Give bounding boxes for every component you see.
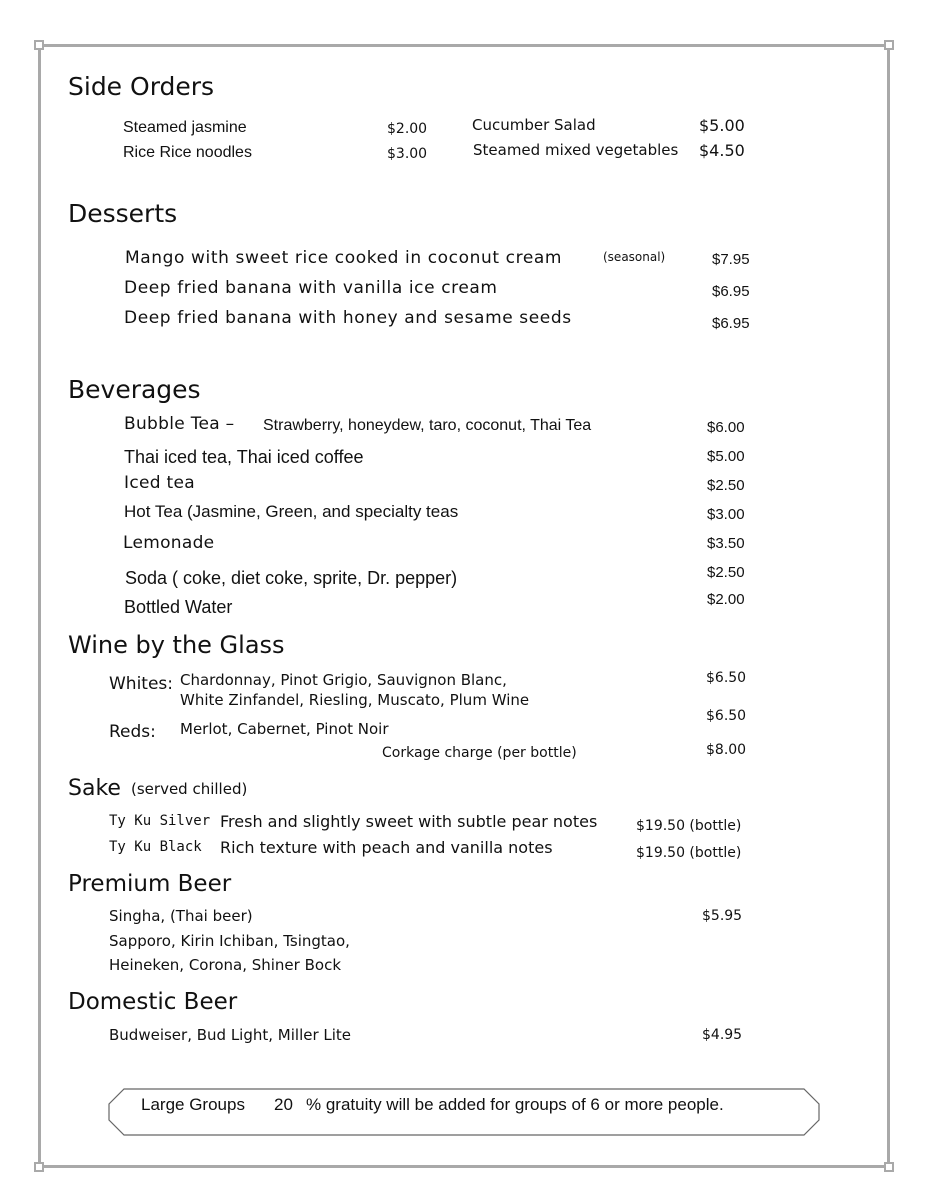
wine-reds-price: $6.50 [706,708,747,724]
menu-item-price: $5.00 [707,448,745,465]
premium-beer-price: $5.95 [702,908,743,924]
menu-item-name: Rice Rice noodles [123,144,252,161]
sake-item-price: $19.50 (bottle) [636,845,742,861]
menu-item-name: Cucumber Salad [472,116,596,134]
section-title-wine: Wine by the Glass [68,631,285,659]
section-title-premium-beer: Premium Beer [68,871,232,897]
wine-reds-label: Reds: [109,722,156,742]
sake-item-name: Ty Ku Silver [109,813,211,829]
menu-item-price: $2.00 [707,591,745,608]
section-title-side-orders: Side Orders [68,72,215,101]
menu-item-name: Deep fried banana with vanilla ice cream [124,278,498,298]
banner-label: Large Groups [141,1095,245,1114]
wine-whites-list: White Zinfandel, Riesling, Muscato, Plum Wine [180,691,530,709]
menu-item-name: Mango with sweet rice cooked in coconut cream [125,248,563,268]
wine-whites-price: $6.50 [706,670,747,686]
banner-text: % gratuity will be added for groups of 6 or more people. [306,1095,724,1114]
corner-ornament [34,40,44,50]
corner-ornament [34,1162,44,1172]
section-title-domestic-beer: Domestic Beer [68,989,238,1015]
menu-item-price: $6.95 [712,283,750,300]
menu-item-price: $7.95 [712,251,750,268]
menu-item-detail: Strawberry, honeydew, taro, coconut, Thai Tea [263,417,592,434]
border-top [38,44,890,47]
beer-list-line: Singha, (Thai beer) [109,907,253,925]
menu-item-name: Bubble Tea – [124,414,235,434]
wine-whites-list: Chardonnay, Pinot Grigio, Sauvignon Blanc, [180,671,507,689]
section-title-desserts: Desserts [68,199,178,228]
border-bottom [38,1165,890,1168]
sake-subtitle: (served chilled) [131,780,248,798]
corkage-price: $8.00 [706,742,747,758]
menu-item-price: $3.50 [707,535,745,552]
menu-item-price: $2.50 [707,564,745,581]
sake-item-name: Ty Ku Black [109,839,202,855]
sake-item-desc: Rich texture with peach and vanilla notes [220,838,553,857]
domestic-beer-price: $4.95 [702,1027,743,1043]
menu-item-price: $2.00 [387,121,428,137]
menu-item-price: $2.50 [707,477,745,494]
corner-ornament [884,40,894,50]
banner-percent: 20 [274,1095,293,1114]
menu-item-price: $6.00 [707,419,745,436]
menu-item-name: Iced tea [124,473,195,493]
menu-item-price: $5.00 [699,116,745,135]
menu-item-price: $6.95 [712,315,750,332]
menu-item-name: Lemonade [123,533,215,553]
menu-item-name: Thai iced tea, Thai iced coffee [124,447,364,467]
large-groups-banner [108,1088,820,1136]
corkage-label: Corkage charge (per bottle) [382,745,577,761]
wine-reds-list: Merlot, Cabernet, Pinot Noir [180,720,389,738]
sake-item-desc: Fresh and slightly sweet with subtle pear notes [220,812,598,831]
menu-item-name: Hot Tea (Jasmine, Green, and specialty teas [124,502,459,521]
menu-item-name: Steamed jasmine [123,119,247,136]
sake-item-price: $19.50 (bottle) [636,818,742,834]
menu-item-price: $4.50 [699,141,745,160]
section-title-sake: Sake [68,776,121,801]
wine-whites-label: Whites: [109,674,174,694]
border-left [38,44,41,1168]
corner-ornament [884,1162,894,1172]
menu-item-price: $3.00 [387,146,428,162]
section-title-beverages: Beverages [68,375,201,404]
menu-item-price: $3.00 [707,506,745,523]
menu-item-name: Steamed mixed vegetables [473,141,679,159]
menu-item-name: Soda ( coke, diet coke, sprite, Dr. pepper) [125,568,458,588]
domestic-beer-list: Budweiser, Bud Light, Miller Lite [109,1026,352,1044]
menu-item-name: Bottled Water [124,597,233,617]
border-right [887,44,890,1168]
menu-item-name: Deep fried banana with honey and sesame seeds [124,308,572,328]
menu-item-note: (seasonal) [603,250,666,264]
beer-list-line: Heineken, Corona, Shiner Bock [109,956,342,974]
beer-list-line: Sapporo, Kirin Ichiban, Tsingtao, [109,932,350,950]
